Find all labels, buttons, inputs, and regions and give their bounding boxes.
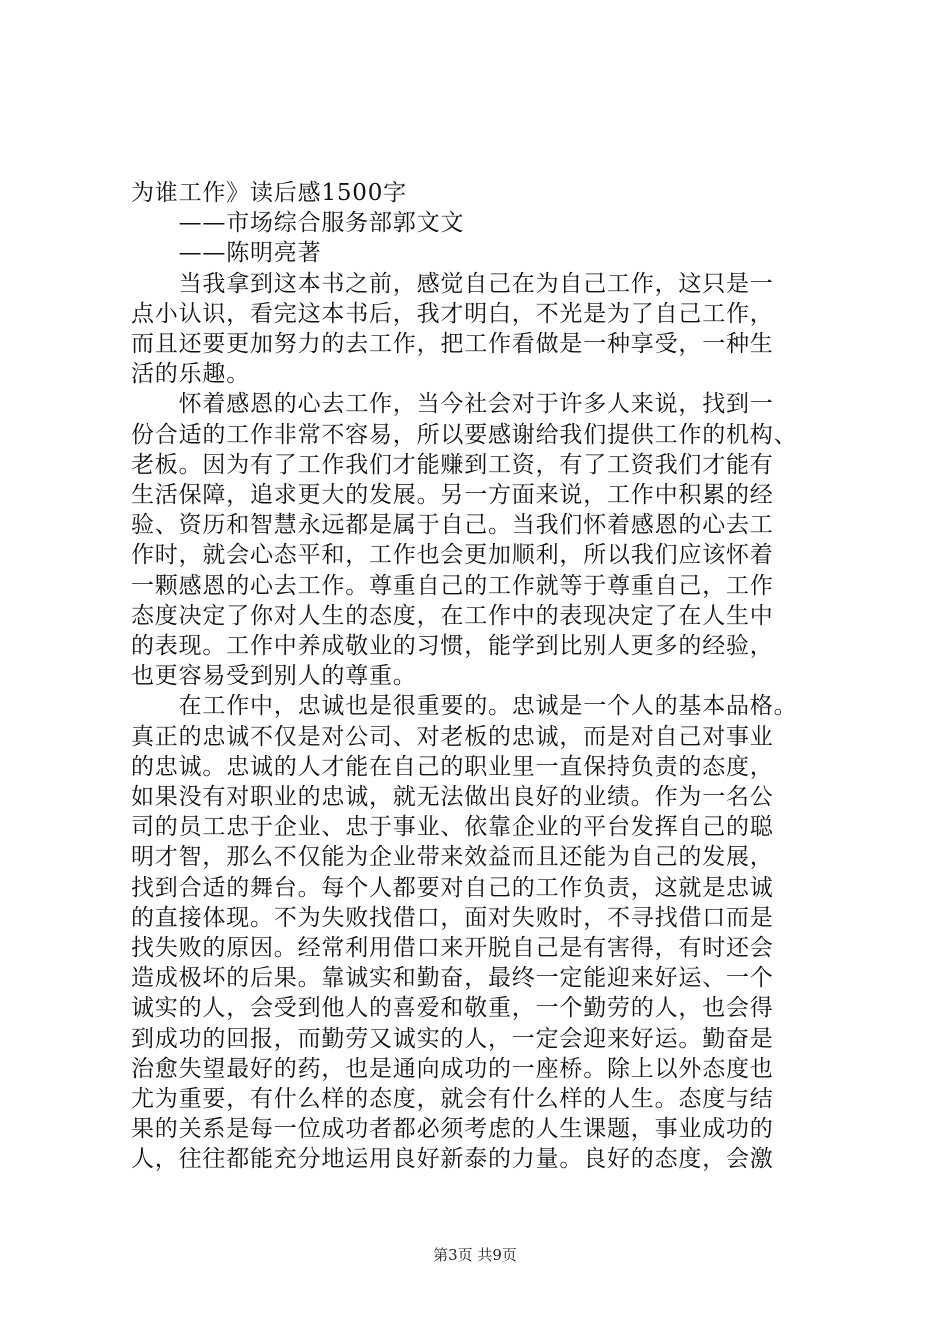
text-line: 的忠诚。忠诚的人才能在自己的职业里一直保持负责的态度， (131, 753, 774, 780)
text-line: 而且还要更加努力的去工作，把工作看做是一种享受，一种生 (131, 331, 774, 357)
text-line: 的直接体现。不为失败找借口，面对失败时，不寻找借口而是 (131, 904, 774, 931)
text-line: 司的员工忠于企业、忠于事业、依靠企业的平台发挥自己的聪 (131, 814, 774, 841)
text-line: 点小认识，看完这本书后，我才明白，不光是为了自己工作， (131, 300, 774, 327)
text-line: 一颗感恩的心去工作。尊重自己的工作就等于尊重自己，工作 (131, 572, 774, 599)
text-line: 尤为重要，有什么样的态度，就会有什么样的人生。态度与结 (131, 1086, 774, 1112)
text-line: ——陈明亮著 (131, 240, 322, 267)
text-line: 在工作中，忠诚也是很重要的。忠诚是一个人的基本品格。 (131, 693, 798, 720)
text-line: 治愈失望最好的药，也是通向成功的一座桥。除上以外态度也 (131, 1055, 774, 1082)
text-line: 当我拿到这本书之前，感觉自己在为自己工作，这只是一 (131, 270, 774, 297)
text-line: 如果没有对职业的忠诚，就无法做出良好的业绩。作为一名公 (131, 784, 774, 810)
text-line: 怀着感恩的心去工作，当今社会对于许多人来说，找到一 (131, 391, 774, 418)
text-line: 作时，就会心态平和，工作也会更加顺利，所以我们应该怀着 (131, 542, 774, 569)
text-line: 诚实的人，会受到他人的喜爱和敬重，一个勤劳的人，也会得 (131, 995, 774, 1022)
text-line: 找到合适的舞台。每个人都要对自己的工作负责，这就是忠诚 (131, 874, 774, 901)
text-line: 老板。因为有了工作我们才能赚到工资，有了工资我们才能有 (131, 451, 774, 478)
text-line: 到成功的回报，而勤劳又诚实的人，一定会迎来好运。勤奋是 (131, 1025, 774, 1052)
text-line: ——市场综合服务部郭文文 (131, 210, 465, 237)
text-line: 活的乐趣。 (131, 361, 250, 388)
text-line: 造成极坏的后果。靠诚实和勤奋，最终一定能迎来好运、一个 (131, 965, 774, 992)
text-line: 验、资历和智慧永远都是属于自己。当我们怀着感恩的心去工 (131, 512, 774, 539)
text-line: 份合适的工作非常不容易，所以要感谢给我们提供工作的机构、 (131, 421, 798, 448)
text-line: 真正的忠诚不仅是对公司、对老板的忠诚，而是对自己对事业 (131, 723, 774, 750)
text-line: 态度决定了你对人生的态度，在工作中的表现决定了在人生中 (131, 602, 774, 629)
text-line: 也更容易受到别人的尊重。 (131, 663, 417, 690)
text-line: 的表现。工作中养成敬业的习惯，能学到比别人更多的经验， (131, 633, 774, 659)
text-line: 果的关系是每一位成功者都必须考虑的人生课题，事业成功的 (131, 1116, 774, 1143)
page-footer: 第3页 共9页 (433, 1246, 517, 1264)
text-line: 明才智，那么不仅能为企业带来效益而且还能为自己的发展， (131, 844, 774, 871)
text-line: 生活保障，追求更大的发展。另一方面来说，工作中积累的经 (131, 482, 774, 508)
text-line: 人，往往都能充分地运用良好新泰的力量。良好的态度，会激 (131, 1146, 774, 1173)
text-line: 找失败的原因。经常利用借口来开脱自己是有害得，有时还会 (131, 935, 774, 961)
document-title-line: 为谁工作》读后感1500字 (131, 180, 407, 206)
